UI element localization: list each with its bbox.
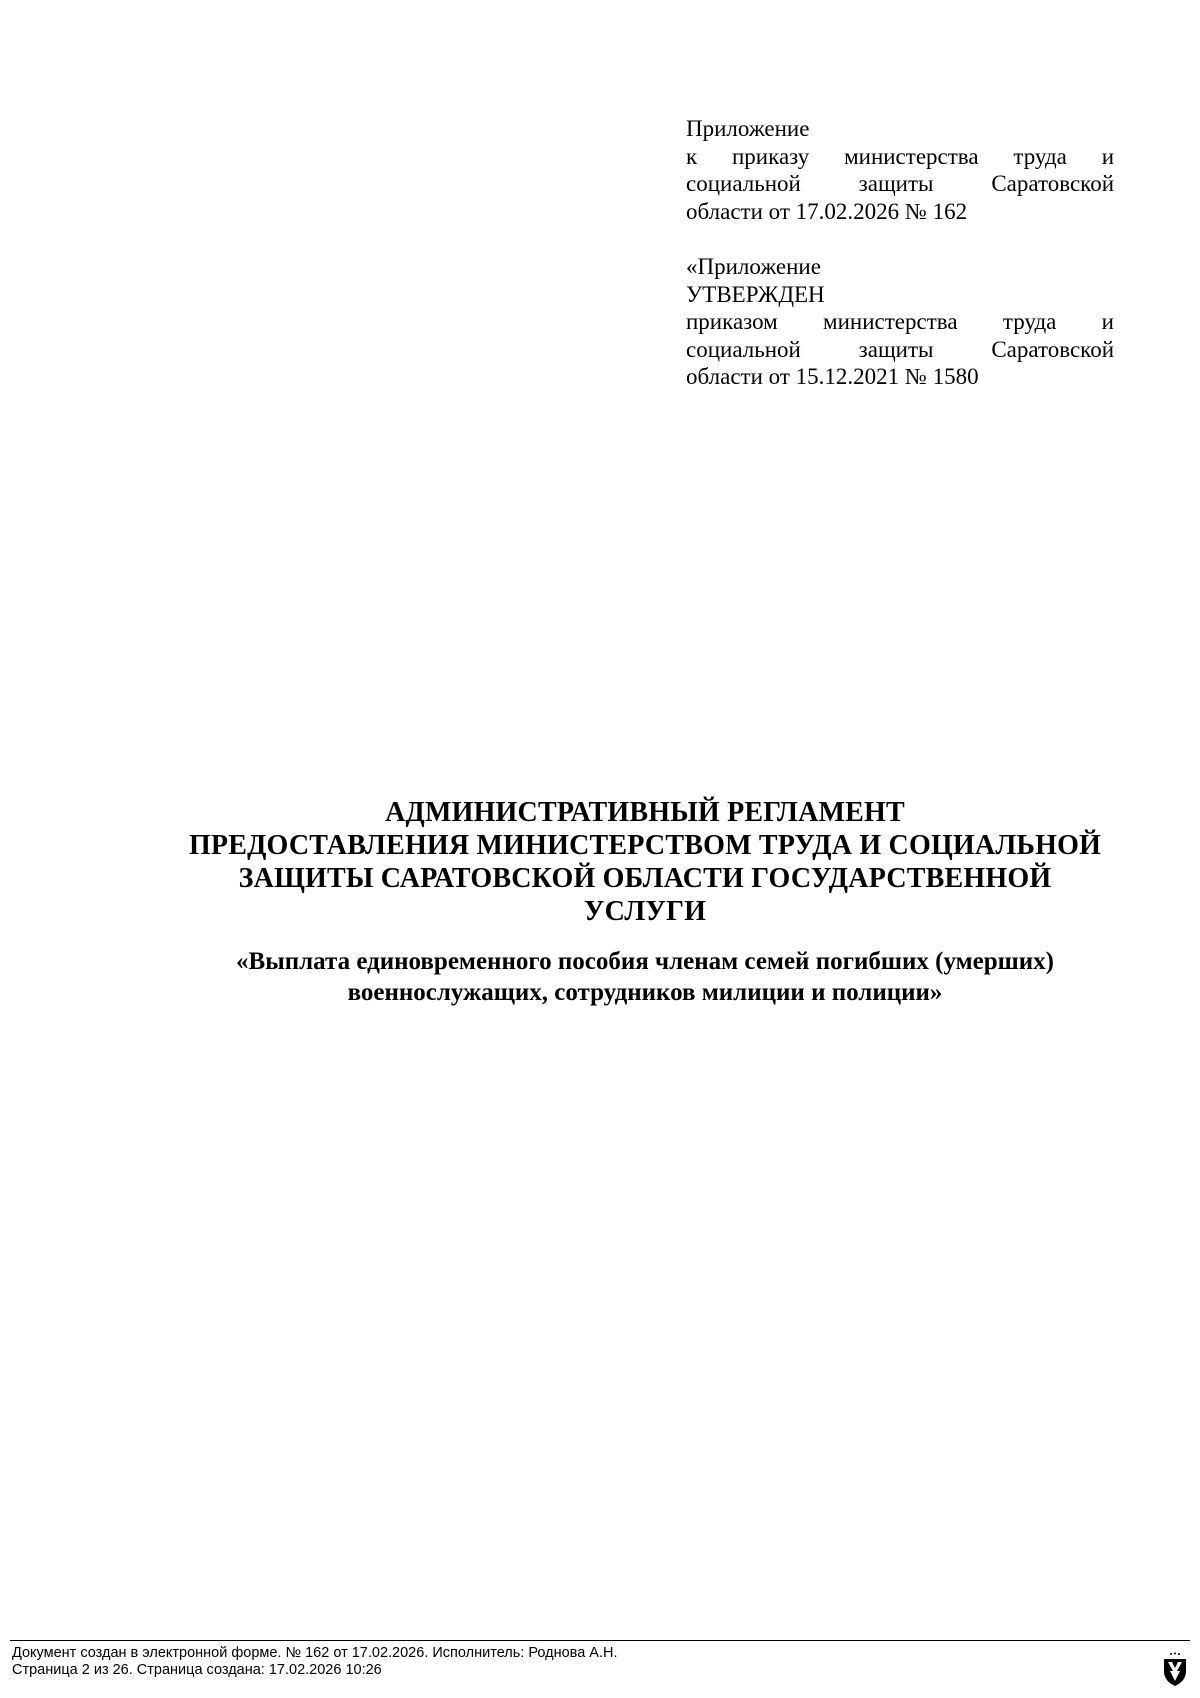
footer-divider xyxy=(10,1640,1190,1641)
annex-line: социальной защиты Саратовской xyxy=(686,171,1114,196)
footer-document-info: Документ создан в электронной форме. № 162 от 17.02.2026. Исполнитель: Роднова А.Н. xyxy=(12,1645,618,1661)
document-subtitle xyxy=(150,946,1140,1008)
title-line: АДМИНИСТРАТИВНЫЙ РЕГЛАМЕНТ xyxy=(385,797,905,828)
annex-line: области от 17.02.2026 № 162 xyxy=(686,198,968,224)
annex-line: Приложение xyxy=(686,116,810,141)
annex-line: «Приложение xyxy=(686,254,821,279)
title-line: УСЛУГИ xyxy=(583,896,707,927)
annex-line: области от 15.12.2021 № 1580 xyxy=(686,364,979,389)
annex-header-current xyxy=(686,115,1114,225)
annex-line: УТВЕРЖДЕН xyxy=(686,281,825,307)
annex-header-original xyxy=(686,253,1114,391)
subtitle-line: «Выплата единовременного пособия членам семей погибших (умерших) xyxy=(236,948,1054,975)
annex-line: к приказу министерства труда и xyxy=(686,143,1114,169)
footer-page-info: Страница 2 из 26. Страница создана: 17.02.2026 10:26 xyxy=(12,1662,382,1678)
footer-metadata xyxy=(12,1645,618,1679)
annex-line: приказом министерства труда и xyxy=(686,309,1114,334)
annex-line: социальной защиты Саратовской xyxy=(686,336,1114,362)
subtitle-line: военнослужащих, сотрудников милиции и полиции» xyxy=(347,979,943,1006)
document-title xyxy=(150,796,1140,1008)
title-line: ЗАЩИТЫ САРАТОВСКОЙ ОБЛАСТИ ГОСУДАРСТВЕННОЙ xyxy=(238,863,1052,894)
saratov-coat-of-arms-icon xyxy=(1162,1651,1188,1687)
title-line: ПРЕДОСТАВЛЕНИЯ МИНИСТЕРСТВОМ ТРУДА И СОЦИАЛЬНОЙ xyxy=(188,830,1102,861)
